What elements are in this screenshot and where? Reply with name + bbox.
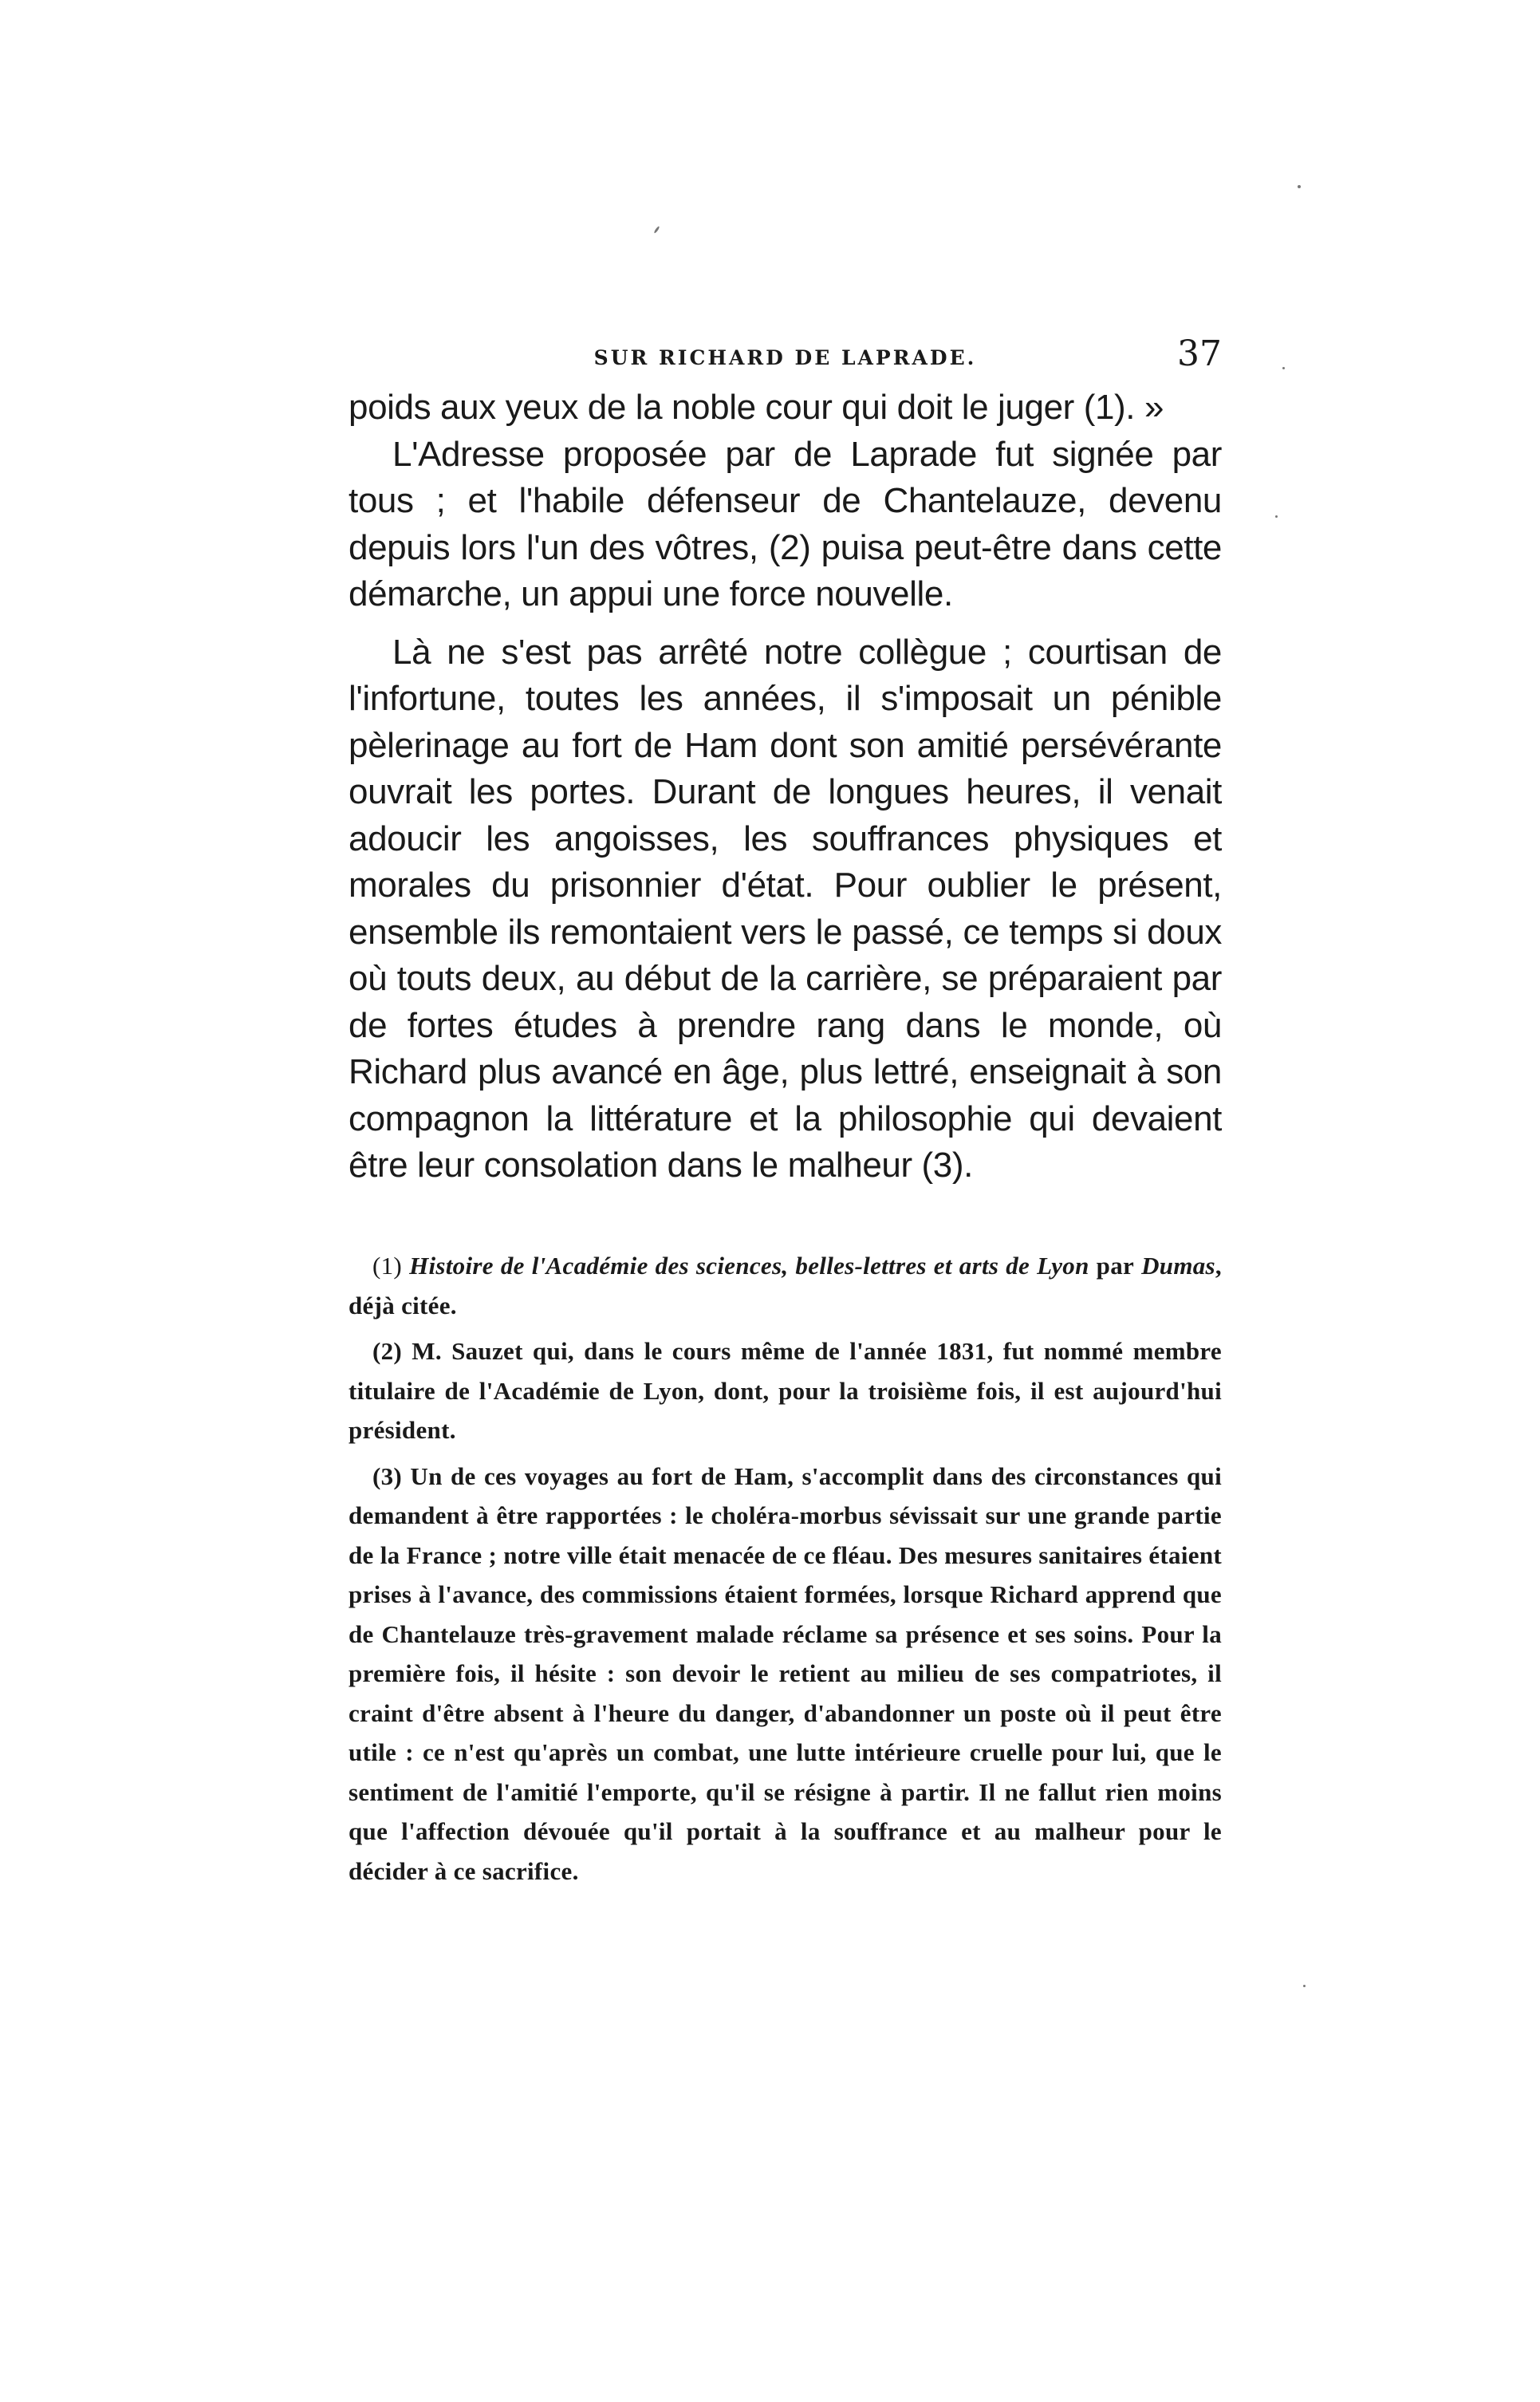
page-speck	[653, 226, 660, 234]
page-speck	[1275, 515, 1278, 518]
page-speck	[1298, 185, 1301, 188]
main-text	[349, 385, 1222, 1189]
footnote-by: par	[1096, 1252, 1135, 1280]
running-header	[349, 333, 1222, 381]
page-speck	[1303, 1985, 1306, 1987]
running-title: SUR RICHARD DE LAPRADE.	[593, 346, 977, 369]
footnote-2: (2) M. Sauzet qui, dans le cours même de l'année 1831, fut nommé membre titulaire de l'Académie de Lyon, dont, pour la troisième fois, il est aujourd'hui président.	[349, 1337, 1222, 1444]
paragraph: poids aux yeux de la noble cour qui doit le juger (1). »	[349, 388, 1164, 427]
footnote-marker: (1)	[372, 1252, 403, 1280]
paragraph: Là ne s'est pas arrêté notre collègue ; courtisan de l'infortune, toutes les années, il s'imposait un pénible pèlerinage au fort de Ham dont son amitié persévérante ouvrait les portes. Durant de longues heures, il venait adoucir les angoisses, les souffrances physiques et morales du prisonnier d'état. Pour oublier le présent, ensemble ils remontaient vers le passé, ce temps si doux où touts deux, au début de la carrière, se préparaient par de fortes études à prendre rang dans le monde, où Richard plus avancé en âge, plus lettré, enseignait à son compagnon la littérature et la philosophie qui devaient être leur consolation dans le malheur (3).	[349, 632, 1222, 1185]
footnote-1	[349, 1246, 1222, 1325]
page-number: 37	[1177, 333, 1222, 374]
paragraph: L'Adresse proposée par de Laprade fut signée par tous ; et l'habile défenseur de Chantelauze, devenu depuis lors l'un des vôtres, (2) puisa peut-être dans cette démarche, un appui une force nouvelle.	[349, 434, 1222, 613]
page-speck	[1282, 367, 1285, 369]
footnote-rest: , déjà citée.	[349, 1252, 1222, 1319]
footnote-work-title: Histoire de l'Académie des sciences, belles-lettres et arts de Lyon	[409, 1252, 1089, 1280]
footnote-3: (3) Un de ces voyages au fort de Ham, s'accomplit dans des circonstances qui demandent à être rapportées : le choléra-morbus sévissait sur une grande partie de la France ; notre ville était menacée de ce fléau. Des mesures sanitaires étaient prises à l'avance, des commissions étaient formées, lorsque Richard apprend que de Chantelauze très-gravement malade réclame sa présence et ses soins. Pour la première fois, il hésite : son devoir le retient au milieu de ses compatriotes, il craint d'être absent à l'heure du danger, d'abandonner un poste où il peut être utile : ce n'est qu'après un combat, une lutte intérieure cruelle pour lui, que le sentiment de l'amitié l'emporte, qu'il se résigne à partir. Il ne fallut rien moins que l'affection dévouée qu'il portait à la souffrance et au malheur pour le décider à ce sacrifice.	[349, 1461, 1222, 1885]
footnote-author: Dumas	[1141, 1252, 1215, 1280]
footnotes	[349, 1246, 1222, 1891]
